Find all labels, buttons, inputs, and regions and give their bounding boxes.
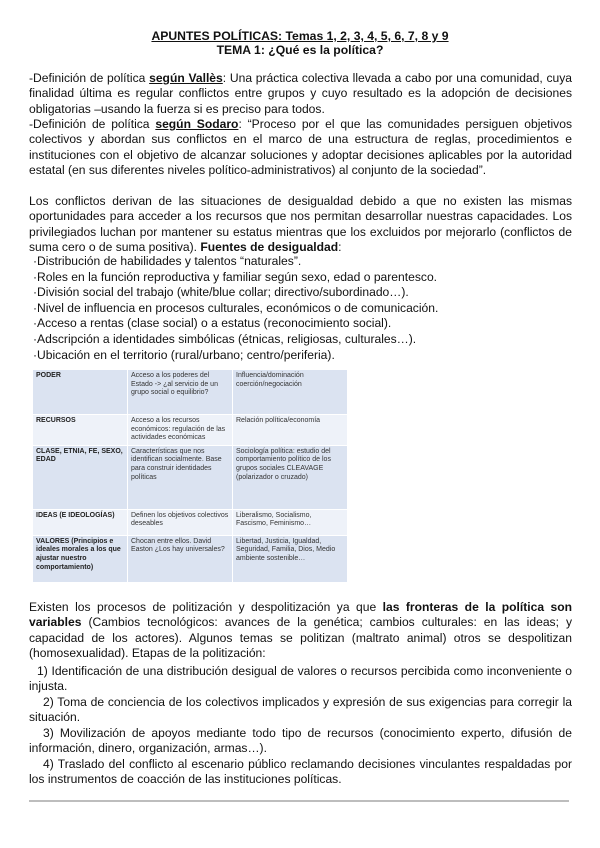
- list-item: ·Roles en la función reproductiva y familiar según sexo, edad o parentesco.: [33, 269, 438, 284]
- table-row: [33, 445, 348, 509]
- table-cell: VALORES (Principios e ideales morales a los que ajustar nuestro comportamiento): [33, 535, 128, 582]
- step-2: 2) Toma de conciencia de los colectivos implicados y expresión de sus exigencias para corregir la situación.: [29, 695, 572, 725]
- list-item: ·Distribución de habilidades y talentos “naturales”.: [33, 254, 302, 268]
- section-title: TEMA 1: ¿Qué es la política?: [216, 43, 384, 57]
- table-cell: RECURSOS: [33, 415, 128, 446]
- politization-text: (Cambios tecnológicos: avances de la genética; cambios culturales: en las ideas; y capacidad de los actores). Algunos temas se politizan (maltrato animal) otros se despolitizan (homosexualidad). Etapas de la politización:: [29, 615, 572, 660]
- table-cell: Chocan entre ellos. David Easton ¿Los hay universales?: [128, 535, 233, 582]
- table-cell: Influencia/dominación coerción/negociación: [233, 370, 348, 415]
- definition-prefix: -Definición de política: [29, 71, 150, 85]
- table-cell: Definen los objetivos colectivos deseables: [128, 509, 233, 535]
- table-cell: CLASE, ETNIA, FE, SEXO, EDAD: [33, 445, 128, 509]
- table-cell: Características que nos identifican socialmente. Base para construir identidades políticas: [128, 445, 233, 509]
- step-1: 1) Identificación de una distribución desigual de valores o recursos percibida como inconveniente o injusta.: [29, 664, 572, 694]
- definition-valles: [29, 71, 572, 117]
- list-item: ·Adscripción a identidades simbólicas (étnicas, religiosas, culturales…).: [33, 331, 417, 346]
- step-3: 3) Movilización de apoyos mediante todo tipo de recursos (conocimiento experto, difusión de información, dinero, organización, armas…).: [29, 726, 572, 756]
- document-title: APUNTES POLÍTICAS: Temas 1, 2, 3, 4, 5, 6, 7, 8 y 9: [151, 29, 449, 43]
- definition-sodaro: [29, 117, 572, 178]
- table-row: [33, 535, 348, 582]
- table-cell: Sociología política: estudio del comportamiento político de los grupos sociales CLEAVAGE (polarizador o cruzado): [233, 445, 348, 509]
- list-item: ·Ubicación en el territorio (rural/urbano; centro/periferia).: [33, 347, 335, 362]
- table-row: [33, 509, 348, 535]
- author-valles: según Vallès: [149, 71, 223, 85]
- table-cell: PODER: [33, 370, 128, 415]
- definition-text: : “Proceso por el que las comunidades persiguen objetivos colectivos y abordan sus conflictos en el marco de una estructura de reglas, procedimientos e instituciones con el objetivo de alcanzar soluciones y adoptar decisiones aplicables por la autoridad estatal (en sus diferentes niveles político-administrativos) al conjunto de la sociedad”.: [29, 117, 572, 177]
- definition-prefix: -Definición de política: [29, 117, 156, 131]
- step-4: 4) Traslado del conflicto al escenario público reclamando decisiones vinculantes respaldadas por los instrumentos de coacción de las instituciones políticas.: [29, 757, 572, 787]
- table-cell: Relación política/economía: [233, 415, 348, 446]
- divider: [29, 800, 569, 802]
- inequality-table: [32, 369, 348, 583]
- definition-text: : Una práctica colectiva llevada a cabo por una comunidad, cuya finalidad última es regular conflictos entre grupos y cuyo resultado es la adopción de decisiones obligatorias –usando la fuerza si es preciso para todos.: [29, 71, 573, 116]
- table-cell: Libertad, Justicia, Igualdad, Seguridad, Familia, Dios, Medio ambiente sostenible…: [233, 535, 348, 582]
- table-row: [33, 415, 348, 446]
- sources-colon: :: [338, 239, 342, 254]
- conflicts-paragraph: [29, 194, 572, 255]
- politization-text: Existen los procesos de politización y despolitización ya que: [29, 600, 383, 614]
- inequality-sources-list: [33, 254, 573, 363]
- list-item: ·Nivel de influencia en procesos culturales, económicos o de comunicación.: [33, 300, 439, 315]
- table-row: [33, 370, 348, 415]
- sources-label: Fuentes de desigualdad: [200, 239, 339, 254]
- table-cell: Acceso a los poderes del Estado -> ¿al servicio de un grupo social o equilibrio?: [128, 370, 233, 415]
- list-item: ·Acceso a rentas (clase social) o a estatus (reconocimiento social).: [33, 316, 392, 331]
- table-cell: Liberalismo, Socialismo, Fascismo, Feminismo…: [233, 509, 348, 535]
- table-cell: IDEAS (E IDEOLOGÍAS): [33, 509, 128, 535]
- conflicts-text: Los conflictos derivan de las situaciones de desigualdad debido a que no existen las mismas oportunidades para acceder a los recursos que nos permitan desarrollar nuestras capacidades. Los privilegiados luchan por mantener su estatus mientras que los excluidos por mejorarlo (conflictos de suma cero o de suma positiva).: [29, 194, 572, 254]
- list-item: ·División social del trabajo (white/blue collar; directivo/subordinado…).: [33, 285, 409, 300]
- politization-bold: las fronteras de la política son variables: [29, 600, 572, 630]
- table-cell: Acceso a los recursos económicos: regulación de las actividades económicas: [128, 415, 233, 446]
- politization-paragraph: [29, 600, 572, 661]
- author-sodaro: según Sodaro: [155, 117, 239, 131]
